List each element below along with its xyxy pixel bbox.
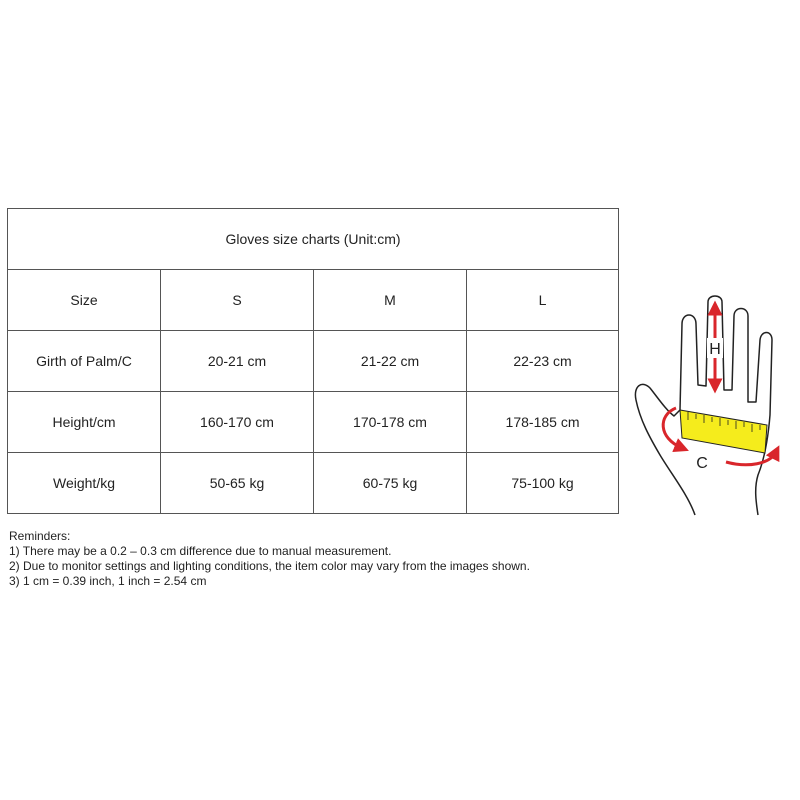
table-row — [8, 392, 619, 453]
table-cell: 60-75 kg — [314, 453, 467, 514]
table-cell: 50-65 kg — [161, 453, 314, 514]
circumference-arrow-right — [726, 452, 776, 465]
hand-measurement-illustration — [630, 290, 800, 520]
header-m: M — [314, 270, 467, 331]
table-cell: 21-22 cm — [314, 331, 467, 392]
row-label: Height/cm — [8, 392, 161, 453]
reminders-section — [9, 529, 530, 589]
header-size: Size — [8, 270, 161, 331]
table-cell: 22-23 cm — [467, 331, 619, 392]
table-title-row — [8, 209, 619, 270]
row-label: Girth of Palm/C — [8, 331, 161, 392]
measuring-tape — [680, 410, 767, 453]
table-header-row — [8, 270, 619, 331]
table-cell: 170-178 cm — [314, 392, 467, 453]
table-cell: 178-185 cm — [467, 392, 619, 453]
row-label: Weight/kg — [8, 453, 161, 514]
size-chart-table — [7, 208, 619, 514]
table-cell: 20-21 cm — [161, 331, 314, 392]
reminder-item: 3) 1 cm = 0.39 inch, 1 inch = 2.54 cm — [9, 574, 207, 588]
header-s: S — [161, 270, 314, 331]
table-cell: 160-170 cm — [161, 392, 314, 453]
table-cell: 75-100 kg — [467, 453, 619, 514]
header-l: L — [467, 270, 619, 331]
reminder-item: 1) There may be a 0.2 – 0.3 cm difference due to manual measurement. — [9, 544, 392, 558]
hand-outline — [635, 296, 772, 515]
table-row — [8, 453, 619, 514]
reminders-heading: Reminders: — [9, 529, 71, 543]
height-label: H — [709, 341, 721, 358]
table-row — [8, 331, 619, 392]
circumference-label: C — [696, 455, 708, 472]
table-title: Gloves size charts (Unit:cm) — [8, 209, 619, 270]
reminder-item: 2) Due to monitor settings and lighting conditions, the item color may vary from the images shown. — [9, 559, 530, 573]
